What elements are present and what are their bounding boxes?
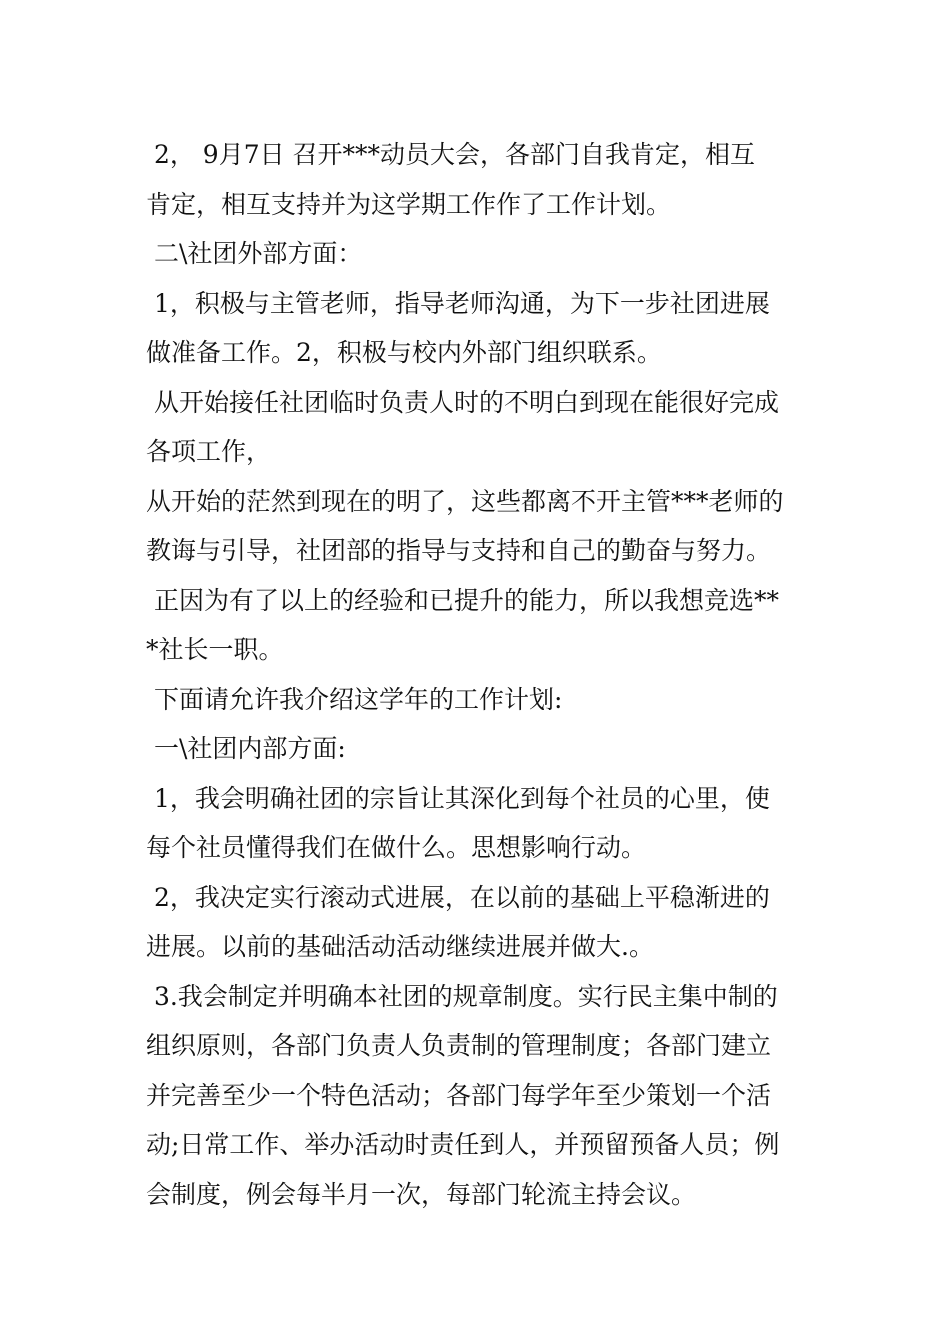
text-line: 1，积极与主管老师，指导老师沟通，为下一步社团进展 — [146, 288, 770, 318]
text-line: 肯定，相互支持并为这学期工作作了工作计划。 — [146, 189, 672, 219]
text-line: 下面请允许我介绍这学年的工作计划: — [146, 684, 563, 714]
text-line: 进展。以前的基础活动活动继续进展并做大.。 — [146, 932, 654, 961]
text-line: 每个社员懂得我们在做什么。思想影响行动。 — [146, 833, 647, 862]
text-line: 动;日常工作、举办活动时责任到人，并预留预备人员；例 — [146, 1130, 780, 1159]
text-line: 2，我决定实行滚动式进展，在以前的基础上平稳渐进的 — [146, 882, 770, 912]
text-line: 会制度，例会每半月一次，每部门轮流主持会议。 — [146, 1179, 697, 1209]
text-line: 从开始接任社团临时负责人时的不明白到现在能很好完成 — [146, 387, 779, 417]
text-line: 3.我会制定并明确本社团的规章制度。实行民主集中制的 — [146, 981, 778, 1011]
text-line: 各项工作， — [146, 437, 272, 466]
section-heading: 二\社团外部方面： — [146, 239, 363, 268]
text-line: 做准备工作。2，积极与校内外部门组织联系。 — [146, 338, 662, 367]
text-line: 正因为有了以上的经验和已提升的能力，所以我想竞选** — [146, 585, 779, 615]
text-line: 从开始的茫然到现在的明了，这些都离不开主管***老师的 — [146, 486, 784, 516]
section-heading: 一\社团内部方面: — [146, 734, 346, 763]
text-line: 组织原则，各部门负责人负责制的管理制度；各部门建立 — [146, 1031, 772, 1060]
text-line: 1，我会明确社团的宗旨让其深化到每个社员的心里，使 — [146, 783, 770, 813]
text-line: 2， 9月7日 召开***动员大会，各部门自我肯定，相互 — [146, 140, 756, 169]
text-line: 教诲与引导，社团部的指导与支持和自己的勤奋与努力。 — [146, 536, 772, 565]
text-line: *社长一职。 — [146, 635, 284, 664]
document-body — [146, 130, 816, 1219]
text-line: 并完善至少一个特色活动；各部门每学年至少策划一个活 — [146, 1080, 772, 1110]
